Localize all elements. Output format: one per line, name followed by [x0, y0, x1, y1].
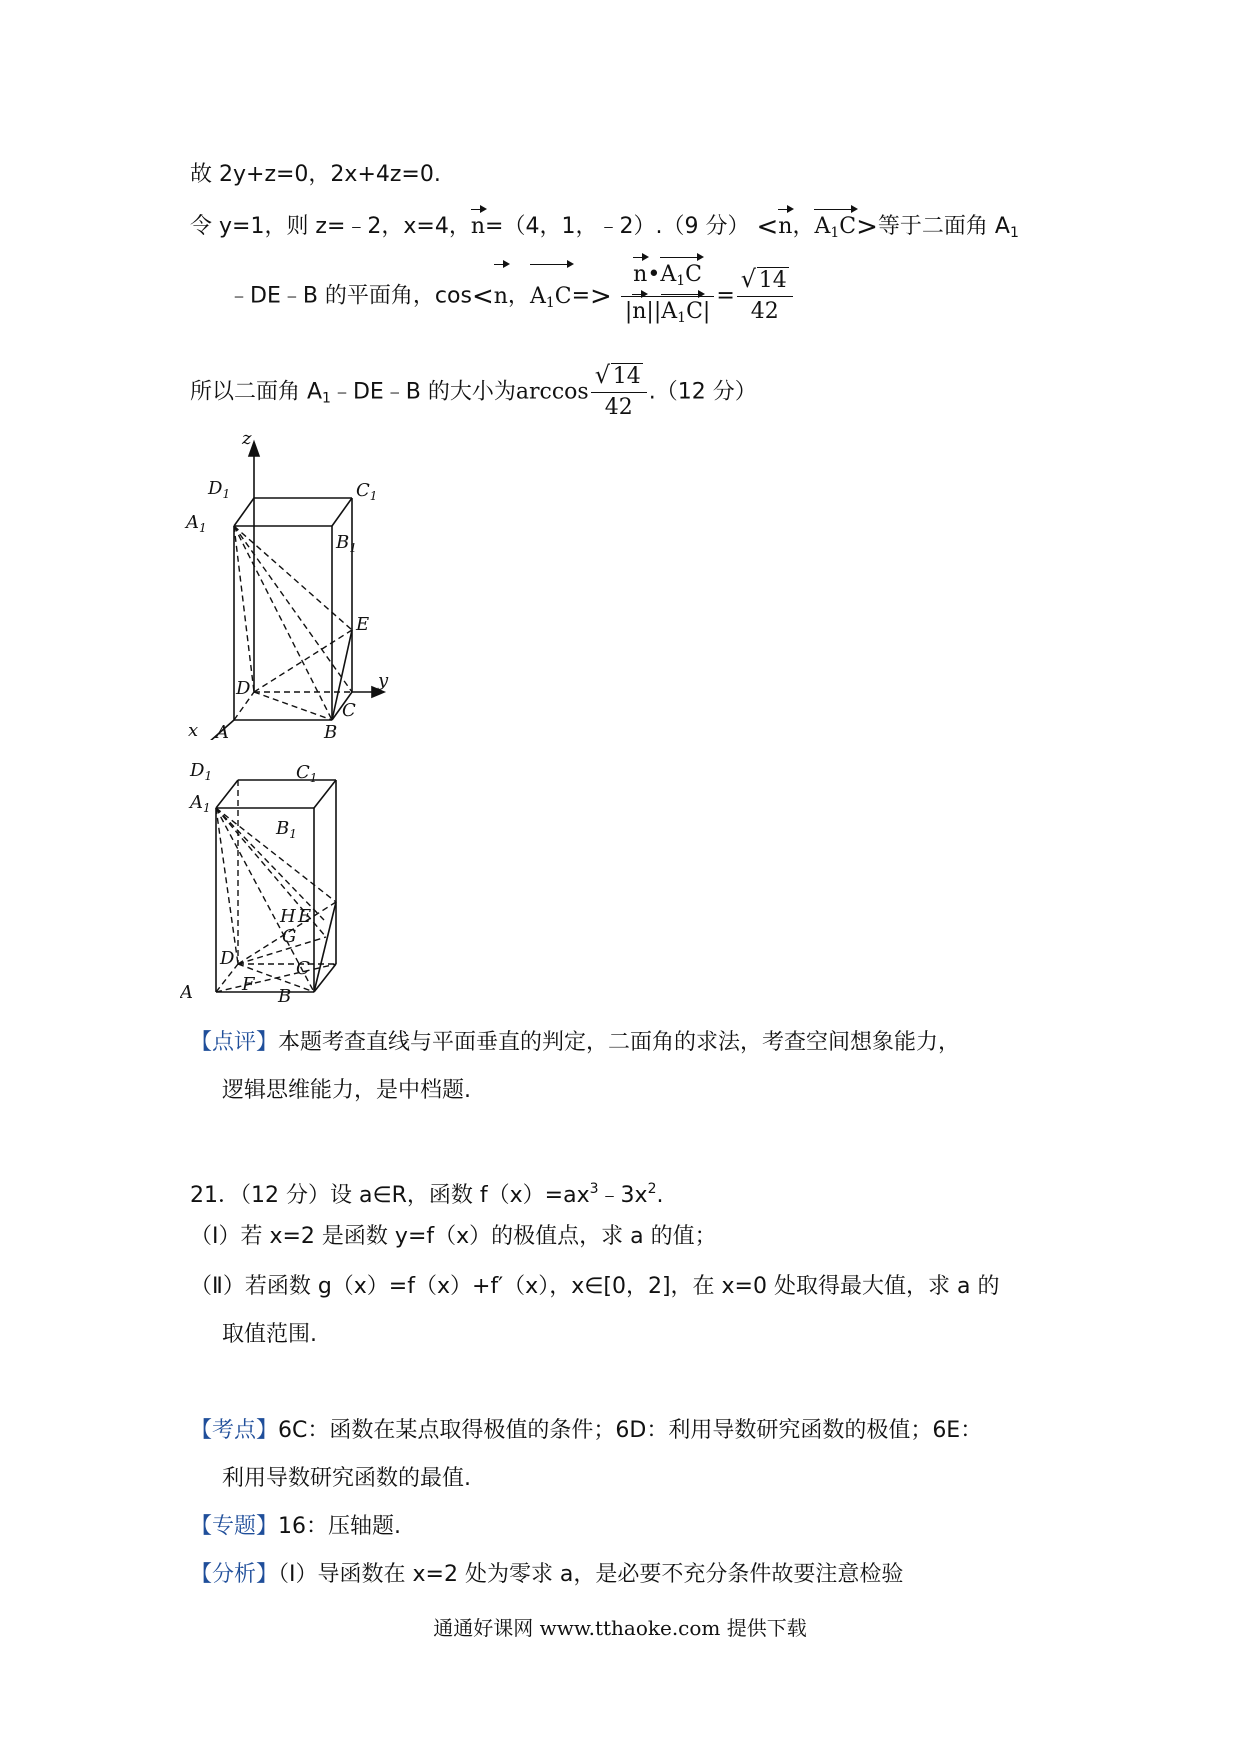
label-D1: $D_1$: [190, 760, 213, 783]
kaodian-tag: 【考点】: [190, 1418, 279, 1443]
label-B: B: [324, 722, 338, 740]
vector-n: n: [471, 212, 485, 242]
angle-bracket-open: <: [756, 212, 779, 242]
page-footer: 通通好课网 www.tthaoke.com 提供下载: [433, 1616, 807, 1640]
angle-bracket-close: >: [856, 212, 878, 242]
review-line-2: 逻辑思维能力，是中档题.: [222, 1078, 471, 1103]
label-D: D: [236, 678, 251, 699]
label-E: E: [298, 906, 312, 927]
label-C: C: [342, 700, 356, 721]
problem-21-part2-cont: 取值范围.: [222, 1322, 317, 1347]
kaodian-line-1: 【考点】6C：函数在某点取得极值的条件；6D：利用导数研究函数的极值；6E：: [190, 1418, 983, 1443]
solution-line-1: 故 2y+z=0，2x+4z=0.: [190, 162, 441, 187]
label-C: C: [296, 958, 310, 979]
vector-A1C: $A_1C$: [530, 267, 572, 333]
label-D1: $D_1$: [208, 478, 231, 501]
label-x: x: [188, 720, 199, 740]
label-A: A: [180, 982, 193, 1003]
label-D: D: [220, 948, 235, 969]
label-A: A: [216, 722, 229, 740]
cos-fraction: $\frac{n•A_1C}{|n||A_1C|}$: [621, 260, 715, 333]
problem-21-part2: （Ⅱ）若函数 g（x）=f（x）+f′（x），x∈[0，2]，在 x=0 处取得最大值，求 a 的: [190, 1274, 1000, 1299]
fenxi-line: 【分析】（Ⅰ）导函数在 x=2 处为零求 a，是必要不充分条件故要注意检验: [190, 1562, 904, 1587]
problem-21-stem: 21．（12 分）设 a∈R，函数 $f(x)=ax^3﹣3x^2$.: [190, 1181, 664, 1208]
label-C1: $C_1$: [356, 480, 378, 503]
label-A1: $A_1$: [190, 792, 211, 815]
sqrt14-over-42: √ $\frac{14}{42}$: [737, 266, 793, 327]
zhuanti-tag: 【专题】: [190, 1514, 279, 1539]
label-z: z: [242, 430, 252, 449]
label-C1: $C_1$: [296, 762, 318, 785]
vector-n: n: [778, 212, 792, 242]
label-B1: $B_1$: [336, 532, 357, 555]
solution-line-3: ﹣DE﹣B 的平面角，cos<n，$A_1C=>$ $\frac{n•A_1C}{|n||A_1C|}$ = √ $\frac{14}{42}$: [228, 260, 795, 333]
solution-line-2: 令 y=1，则 z=﹣2，x=4，n=（4，1，﹣2）.（9 分） <n，$A_1C>$等于二面角 $A_1$: [190, 212, 1019, 248]
figure-cuboid-axes: [180, 430, 410, 740]
fenxi-tag: 【分析】: [190, 1562, 279, 1587]
label-A1: $A_1$: [186, 512, 207, 535]
label-F: F: [242, 974, 255, 995]
label-H: H: [280, 906, 296, 927]
label-E: E: [356, 614, 370, 635]
label-y: y: [378, 670, 389, 691]
kaodian-line-2: 利用导数研究函数的最值.: [222, 1466, 471, 1491]
label-B: B: [278, 986, 292, 1007]
figure-cuboid-construction: [180, 752, 410, 1012]
vector-A1C: $A_1C$: [814, 212, 856, 248]
label-G: G: [282, 926, 297, 947]
sqrt14-over-42: √ $\frac{14}{42}$: [591, 362, 647, 423]
review-line-1: 【点评】本题考查直线与平面垂直的判定，二面角的求法，考查空间想象能力，: [190, 1030, 961, 1055]
review-tag: 【点评】: [190, 1030, 279, 1055]
zhuanti-line: 【专题】16：压轴题.: [190, 1514, 402, 1539]
problem-21-part1: （Ⅰ）若 x=2 是函数 y=f（x）的极值点，求 a 的值；: [190, 1224, 717, 1249]
solution-line-4: 所以二面角 $A_1﹣DE﹣B$ 的大小为arccos √ $\frac{14}{42}$ .（12 分）: [190, 362, 757, 429]
label-B1: $B_1$: [276, 818, 297, 841]
